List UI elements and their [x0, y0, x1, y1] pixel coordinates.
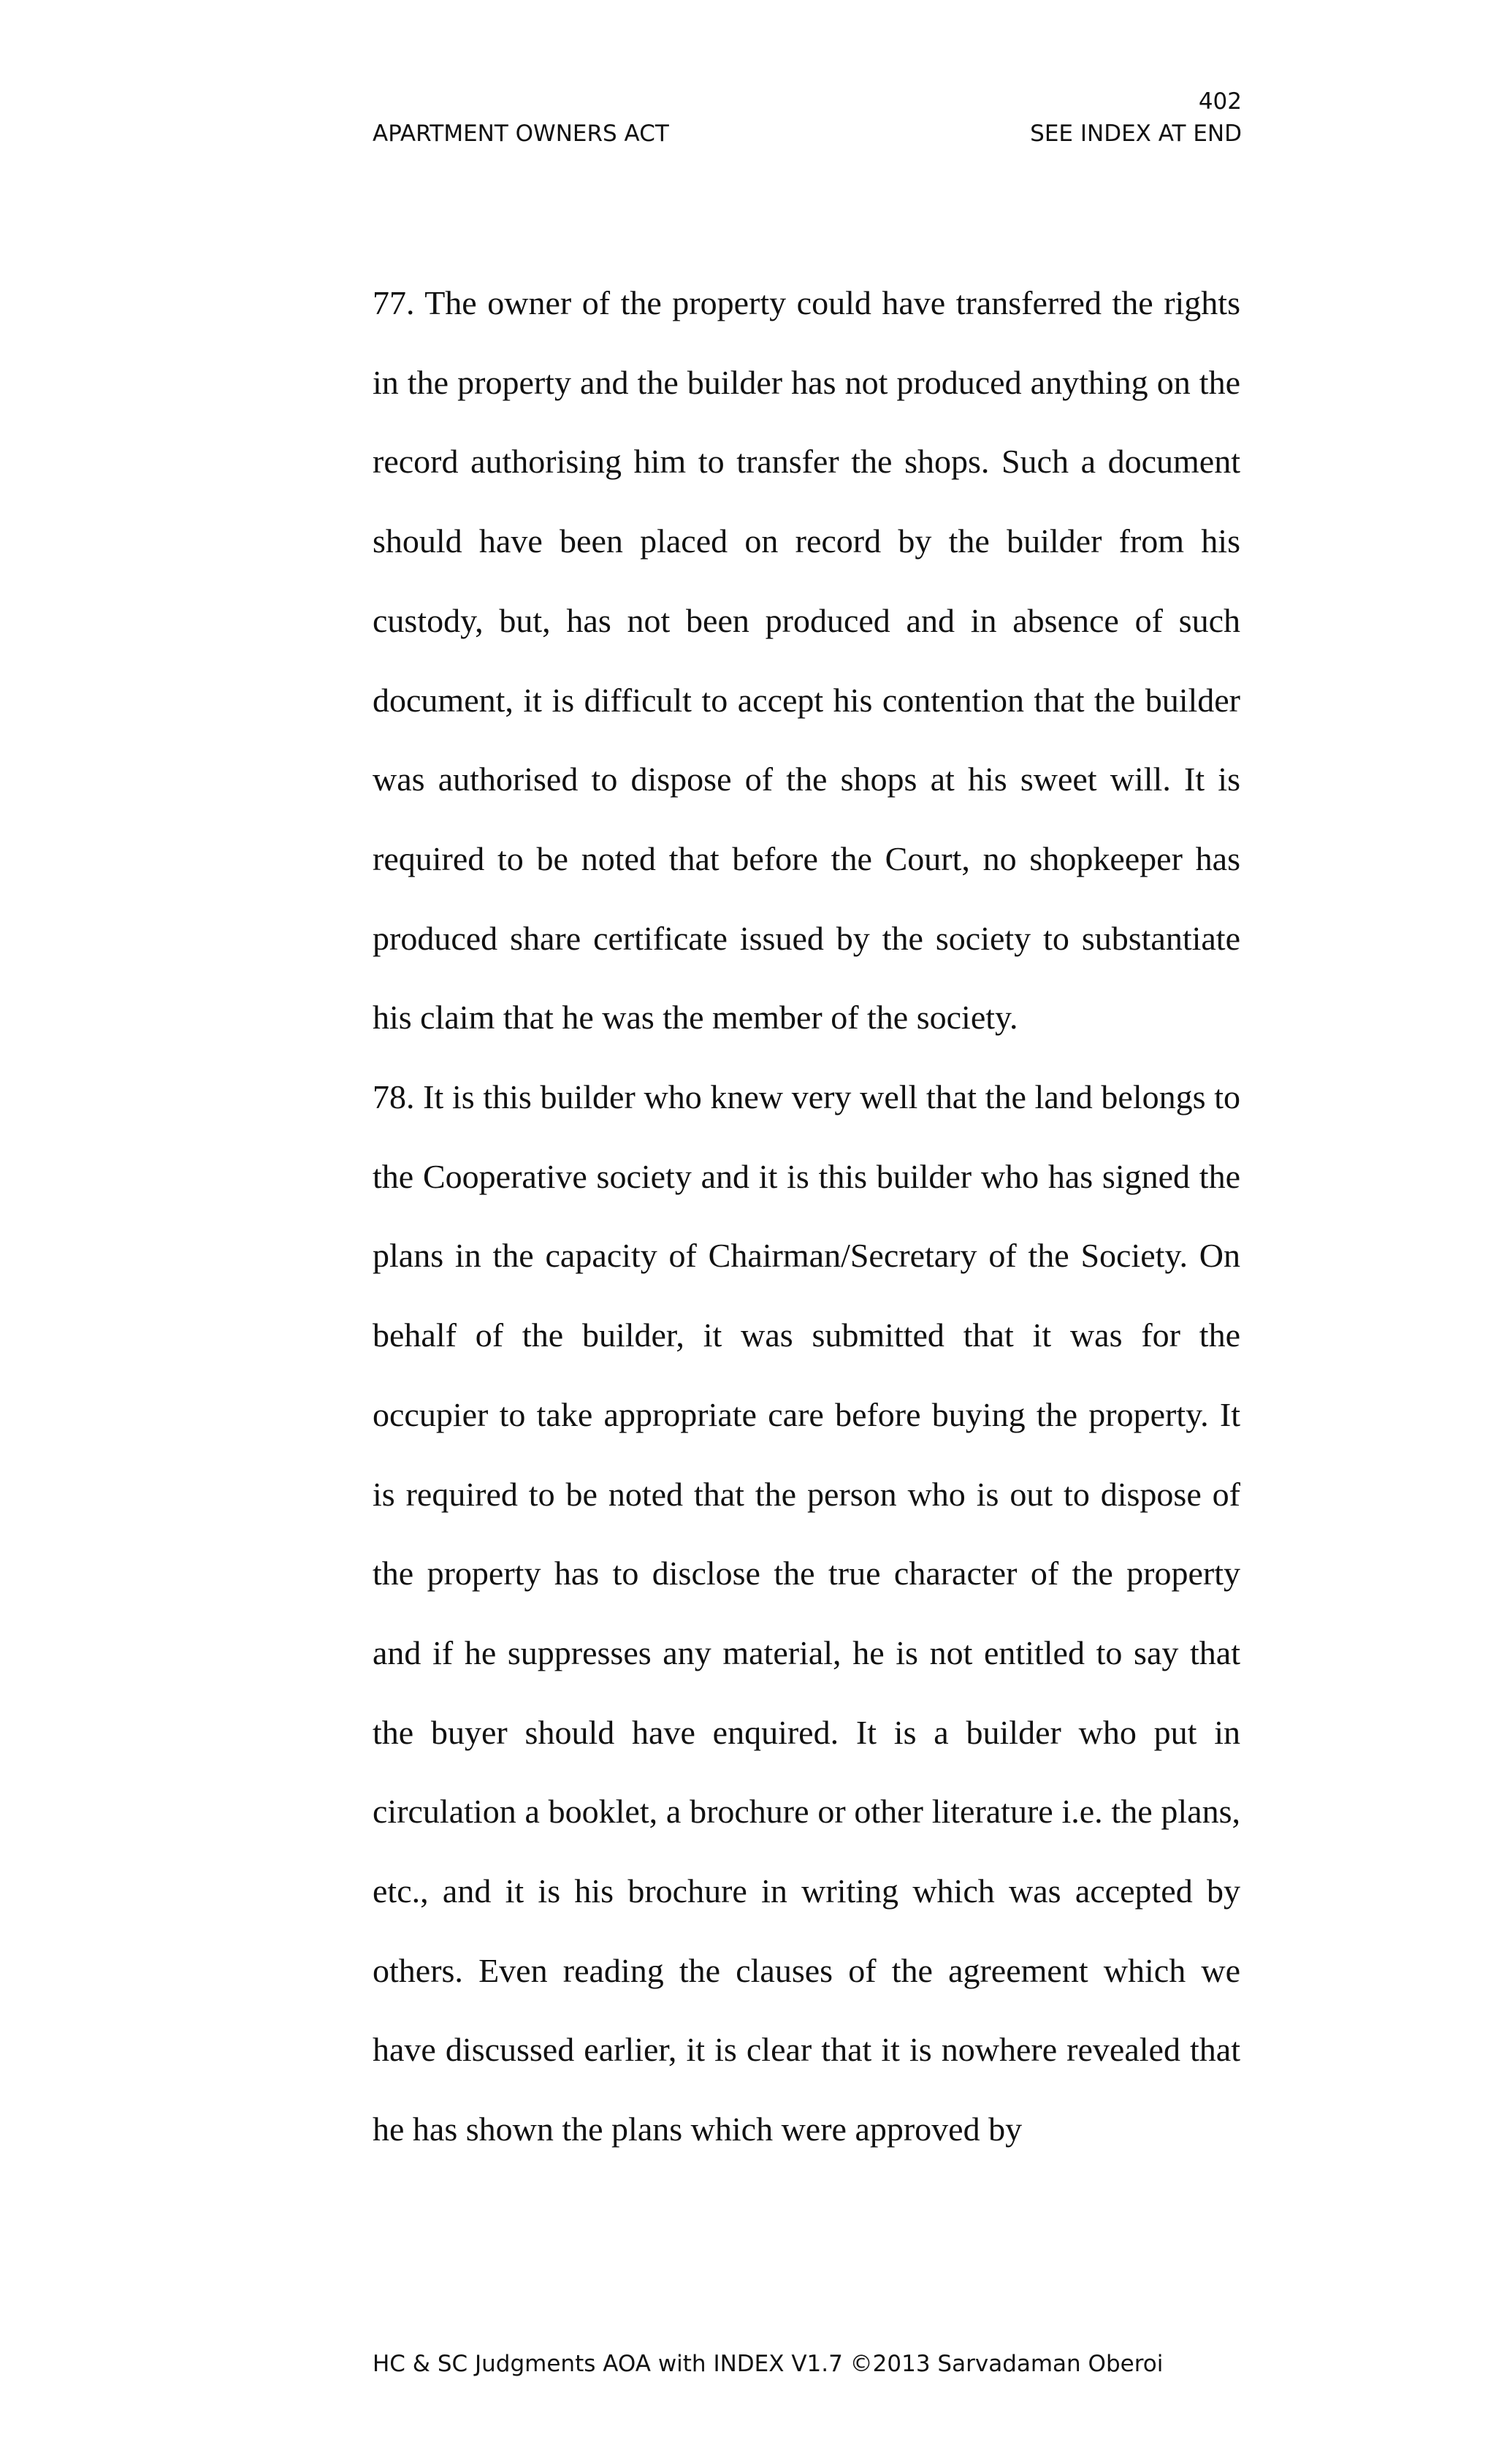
page-footer: HC & SC Judgments AOA with INDEX V1.7 ©2013 Sarvadaman Oberoi: [373, 2351, 1164, 2377]
page-number: 402: [1198, 88, 1242, 115]
paragraph-78: 78. It is this builder who knew very well that the land belongs to the Cooperative society and it is this builder who has signed the plans in the capacity of Chairman/Secretary of the Society. On behalf of the builder, it was submitted that it was for the occupier to take appropriate care before buying the property. It is required to be noted that the person who is out to dispose of the property has to disclose the true character of the property and if he suppresses any material, he is not entitled to say that the buyer should have enquired. It is a builder who put in circulation a booklet, a brochure or other literature i.e. the plans, etc., and it is his brochure in writing which was accepted by others. Even reading the clauses of the agreement which we have discussed earlier, it is clear that it is nowhere revealed that he has shown the plans which were approved by: [373, 1078, 1240, 2148]
header-title: APARTMENT OWNERS ACT: [373, 121, 669, 147]
paragraph-77: 77. The owner of the property could have transferred the rights in the property and the builder has not produced anything on the record authorising him to transfer the shops. Such a document should have been placed on record by the builder from his custody, but, has not been produced and in absence of such document, it is difficult to accept his contention that the builder was authorised to dispose of the shops at his sweet will. It is required to be noted that before the Court, no shopkeeper has produced share certificate issued by the society to substantiate his claim that he was the member of the society.: [373, 284, 1240, 1037]
header-index-note: SEE INDEX AT END: [1030, 121, 1242, 147]
document-body: [373, 264, 1240, 2170]
running-header: [373, 121, 1242, 147]
